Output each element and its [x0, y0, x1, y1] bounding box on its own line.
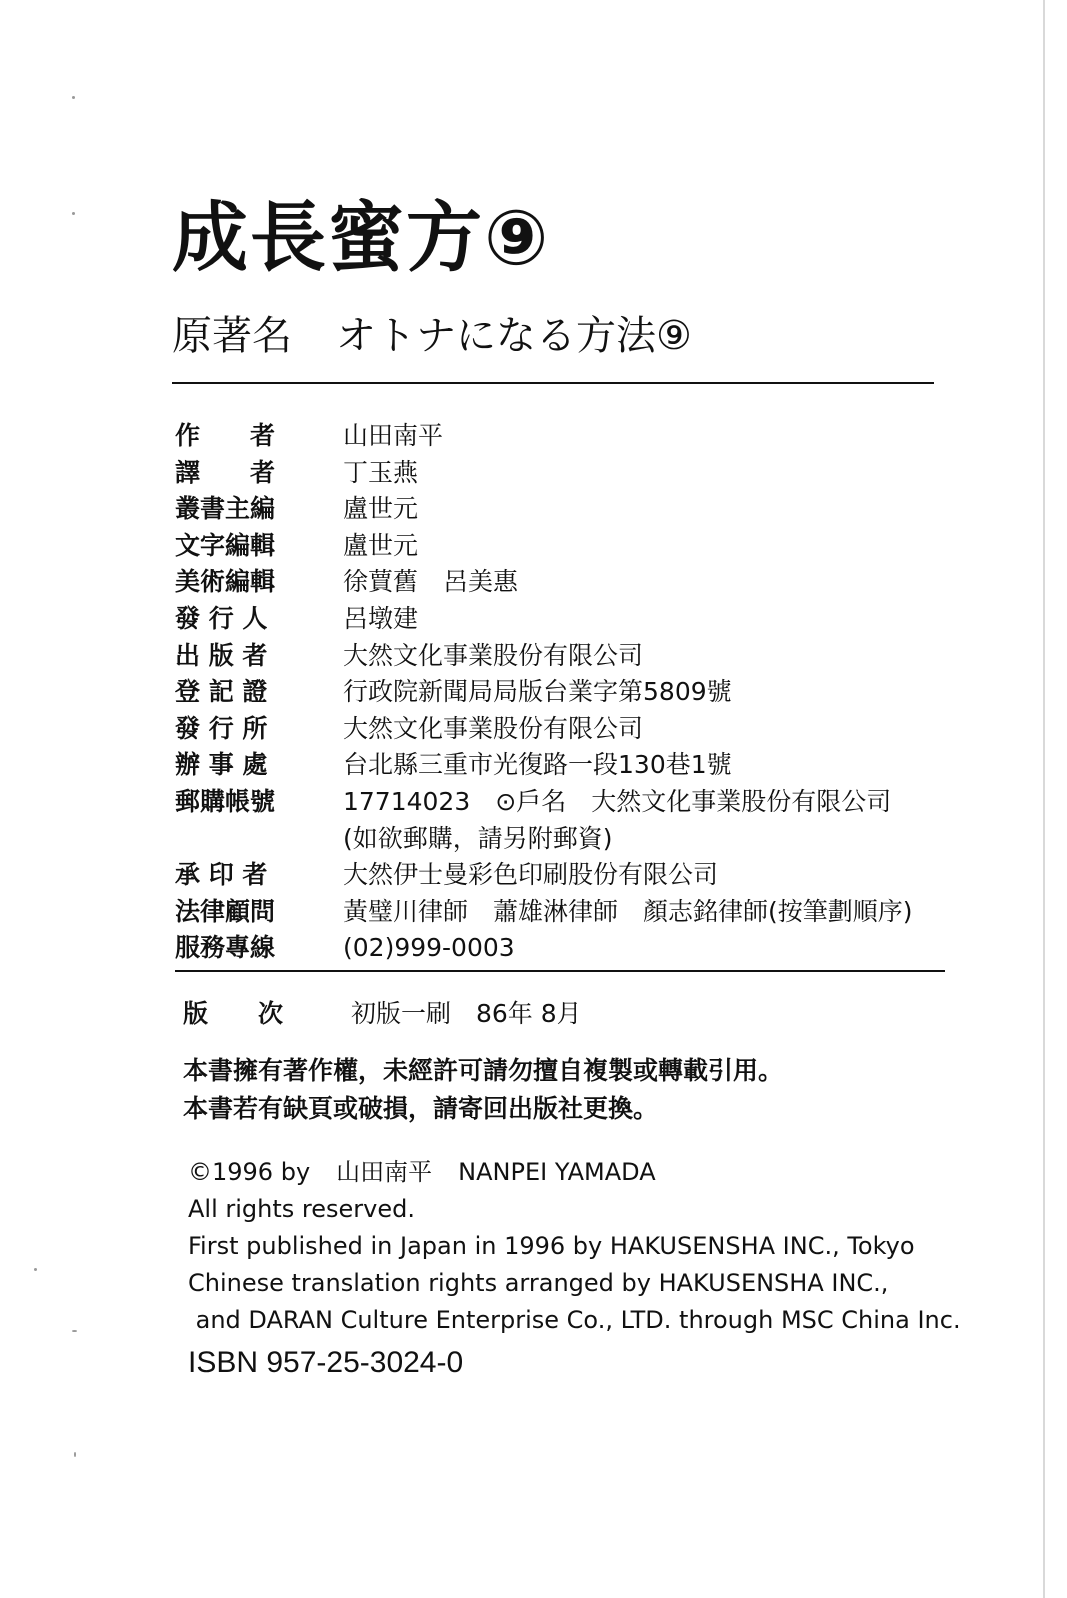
- page-edge: [1043, 0, 1045, 1598]
- edition-row: [183, 994, 582, 1030]
- paper-speck: [34, 1268, 37, 1271]
- credit-row-printer: 承 印 者 大然伊士曼彩色印刷股份有限公司: [175, 860, 719, 890]
- credit-row-hotline: 服務專線 (02)999-0003: [175, 933, 515, 963]
- copyright-line: All rights reserved.: [188, 1195, 415, 1223]
- original-title: [172, 313, 692, 359]
- original-title-label: 原著名: [172, 313, 292, 359]
- paper-speck: [72, 212, 75, 215]
- credit-row-publisher-person: 發 行 人 呂墩建: [175, 603, 419, 633]
- book-title: 成長蜜方⑨: [172, 193, 551, 282]
- credit-row-office: 辦 事 處 台北縣三重市光復路一段130巷1號: [175, 750, 732, 780]
- divider-top: [172, 382, 934, 384]
- paper-speck: [72, 1330, 77, 1332]
- credit-row-text-editor: 文字編輯 盧世元: [175, 530, 419, 560]
- original-title-text: オトナになる方法⑨: [336, 313, 692, 359]
- notice-line: 本書擁有著作權，未經許可請勿擅自複製或轉載引用。: [183, 1056, 784, 1085]
- credits-list: [175, 416, 975, 965]
- edition-value: 初版一刷 86年 8月: [351, 999, 582, 1028]
- credit-row-translator: 譯 者 丁玉燕: [175, 457, 419, 487]
- divider-bottom: [175, 970, 945, 972]
- credit-row-postal-note: (如欲郵購，請另附郵資): [343, 823, 613, 853]
- credit-row-registration: 登 記 證 行政院新聞局局版台業字第5809號: [175, 677, 732, 707]
- isbn: ISBN 957-25-3024-0: [188, 1346, 464, 1379]
- credit-row-distributor: 發 行 所 大然文化事業股份有限公司: [175, 713, 644, 743]
- copyright-line: Chinese translation rights arranged by HAKUSENSHA INC.,: [188, 1269, 889, 1297]
- credit-row-art-editor: 美術編輯 徐蕒舊 呂美惠: [175, 567, 519, 597]
- copyright-line: and DARAN Culture Enterprise Co., LTD. through MSC China Inc.: [188, 1306, 961, 1334]
- copyright-notice: [183, 1052, 783, 1128]
- paper-speck: [74, 1452, 76, 1457]
- credit-row-legal: 法律顧問 黃璧川律師 蕭雄淋律師 顏志銘律師(按筆劃順序): [175, 896, 913, 926]
- credit-row-publisher: 出 版 者 大然文化事業股份有限公司: [175, 640, 644, 670]
- edition-label: 版 次: [183, 999, 284, 1028]
- copyright-line: First published in Japan in 1996 by HAKUSENSHA INC., Tokyo: [188, 1232, 915, 1260]
- copyright-block: [188, 1154, 961, 1339]
- notice-line: 本書若有缺頁或破損，請寄回出版社更換。: [183, 1094, 659, 1123]
- copyright-holder: ©1996 by 山田南平 NANPEI YAMADA: [188, 1158, 656, 1186]
- credit-row-author: 作 者 山田南平: [175, 421, 444, 450]
- credit-row-series-editor: 叢書主編 盧世元: [175, 494, 419, 524]
- paper-speck: [72, 96, 75, 99]
- credit-row-postal-account: 郵購帳號 17714023 ⊙戶名 大然文化事業股份有限公司: [175, 786, 892, 816]
